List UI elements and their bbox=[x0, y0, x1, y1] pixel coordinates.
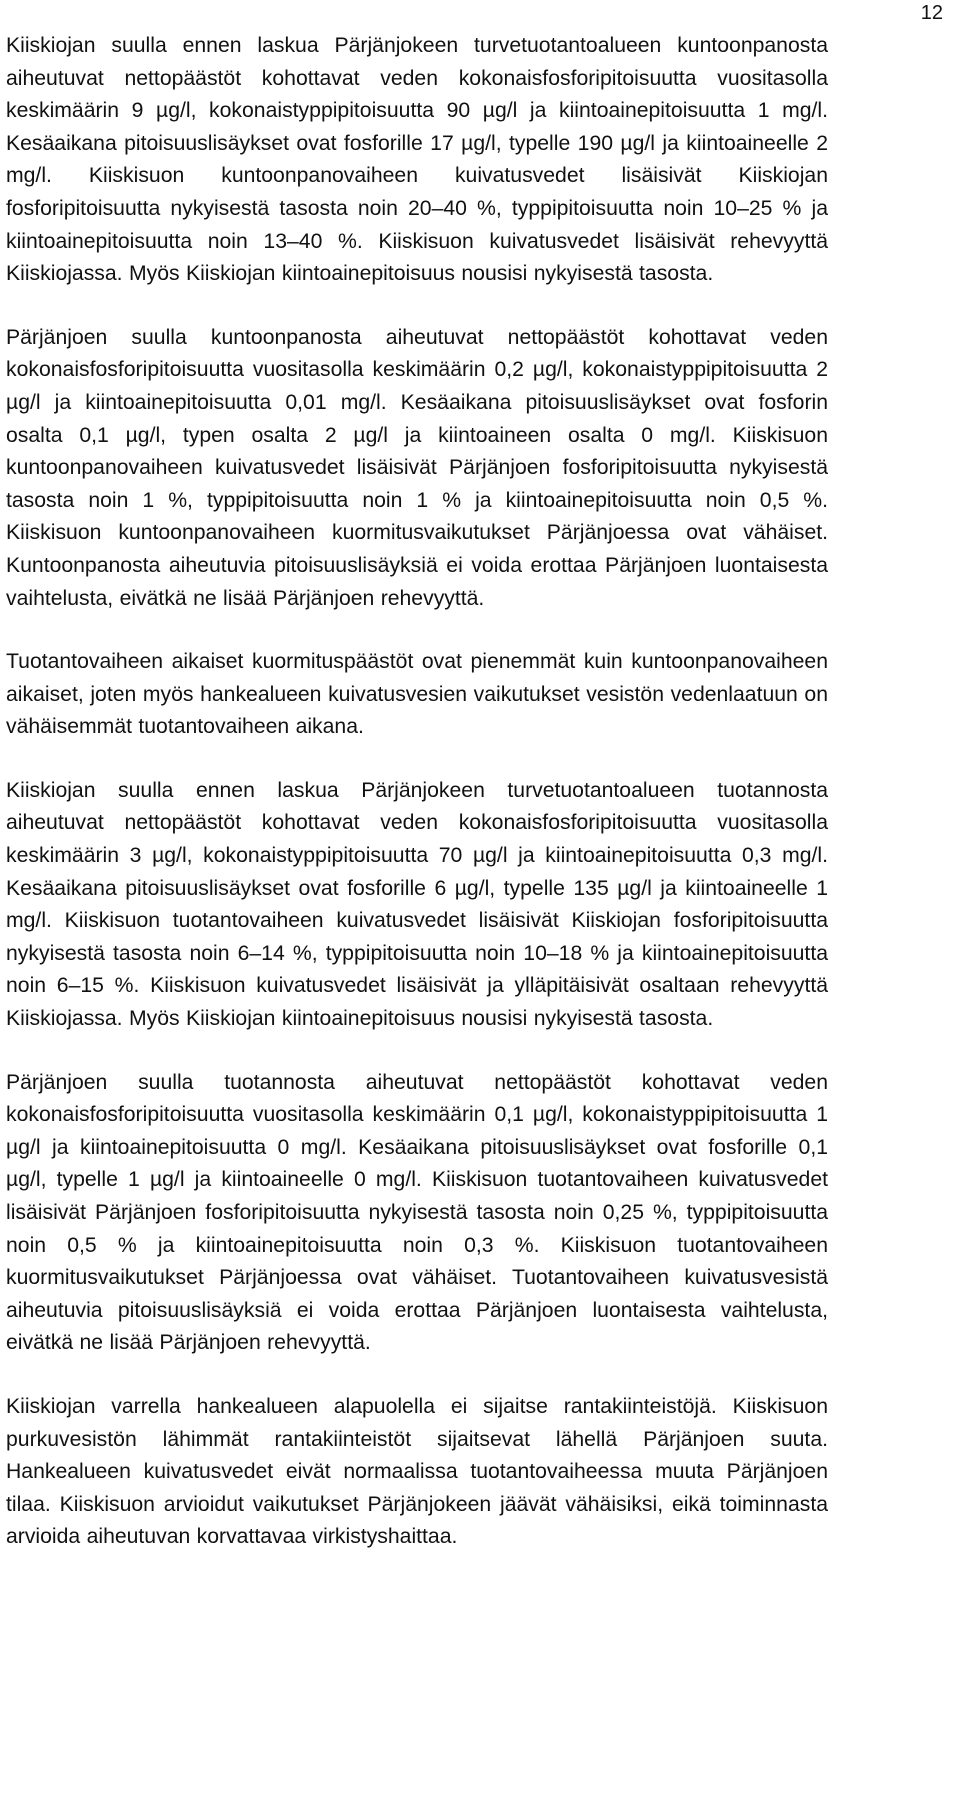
paragraph-kiiskioja-tuotanto: Kiiskiojan suulla ennen laskua Pärjänjokeen turvetuotantoalueen tuotannosta aiheutuvat nettopäästöt kohottavat veden kokonaisfosforipitoisuutta vuositasolla keskimäärin 3 µg/l, kokonaistyppipitoisuutta 70 µg/l ja kiintoainepitoisuutta 0,3 mg/l. Kesäaikana pitoisuuslisäykset ovat fosforille 6 µg/l, typelle 135 µg/l ja kiintoaineelle 1 mg/l. Kiiskisuon tuotantovaiheen kuivatusvedet lisäisivät Kiiskiojan fosforipitoisuutta nykyisestä tasosta noin 6‒14 %, typpipitoisuutta noin 10‒18 % ja kiintoainepitoisuutta noin 6‒15 %. Kiiskisuon kuivatusvedet lisäisivät ja ylläpitäisivät osaltaan rehevyyttä Kiiskiojassa. Myös Kiiskiojan kiintoainepitoisuus nousisi nykyisestä tasosta. bbox=[6, 778, 828, 1031]
paragraph-tuotantovaihe-yleinen: Tuotantovaiheen aikaiset kuormituspäästöt ovat pienemmät kuin kuntoonpanovaiheen aikaiset, joten myös hankealueen kuivatusvesien vaikutukset vesistön vedenlaatuun on vähäisemmät tuotantovaiheen aikana. bbox=[6, 650, 828, 739]
document-body bbox=[6, 30, 828, 1554]
paragraph-parjanjoki-tuotanto: Pärjänjoen suulla tuotannosta aiheutuvat nettopäästöt kohottavat veden kokonaisfosforipitoisuutta vuositasolla keskimäärin 0,1 µg/l, kokonaistyppipitoisuutta 1 µg/l ja kiintoainepitoisuutta 0 mg/l. Kesäaikana pitoisuuslisäykset ovat fosforille 0,1 µg/l, typelle 1 µg/l ja kiintoaineelle 0 mg/l. Kiiskisuon tuotantovaiheen kuivatusvedet lisäisivät Pärjänjoen fosforipitoisuutta nykyisestä tasosta noin 0,25 %, typpipitoisuutta noin 0,5 % ja kiintoainepitoisuutta noin 0,3 %. Kiiskisuon tuotantovaiheen kuormitusvaikutukset Pärjänjoessa ovat vähäiset. Tuotantovaiheen kuivatusvesistä aiheutuvia pitoisuuslisäyksiä ei voida erottaa Pärjänjoen luontaisesta vaihtelusta, eivätkä ne lisää Pärjänjoen rehevyyttä. bbox=[6, 1070, 828, 1355]
page-number: 12 bbox=[920, 2, 943, 24]
paragraph-rantakiinteistot: Kiiskiojan varrella hankealueen alapuolella ei sijaitse rantakiinteistöjä. Kiiskisuon purkuvesistön lähimmät rantakiinteistöt sijaitsevat lähellä Pärjänjoen suuta. Hankealueen kuivatusvedet eivät normaalissa tuotantovaiheessa muuta Pärjänjoen tilaa. Kiiskisuon arvioidut vaikutukset Pärjänjokeen jäävät vähäisiksi, eikä toiminnasta arvioida aiheutuvan korvattavaa virkistyshaittaa. bbox=[6, 1394, 828, 1549]
paragraph-parjanjoki-kuntoonpano: Pärjänjoen suulla kuntoonpanosta aiheutuvat nettopäästöt kohottavat veden kokonaisfosforipitoisuutta vuositasolla keskimäärin 0,2 µg/l, kokonaistyppipitoisuutta 2 µg/l ja kiintoainepitoisuutta 0,01 mg/l. Kesäaikana pitoisuuslisäykset ovat fosforin osalta 0,1 µg/l, typen osalta 2 µg/l ja kiintoaineen osalta 0 mg/l. Kiiskisuon kuntoonpanovaiheen kuivatusvedet lisäisivät Pärjänjoen fosforipitoisuutta nykyisestä tasosta noin 1 %, typpipitoisuutta noin 1 % ja kiintoainepitoisuutta noin 0,5 %. Kiiskisuon kuntoonpanovaiheen kuormitusvaikutukset Pärjänjoessa ovat vähäiset. Kuntoonpanosta aiheutuvia pitoisuuslisäyksiä ei voida erottaa Pärjänjoen luontaisesta vaihtelusta, eivätkä ne lisää Pärjänjoen rehevyyttä. bbox=[6, 325, 828, 610]
paragraph-kiiskioja-kuntoonpano: Kiiskiojan suulla ennen laskua Pärjänjokeen turvetuotantoalueen kuntoonpanosta aiheutuvat nettopäästöt kohottavat veden kokonaisfosforipitoisuutta vuositasolla keskimäärin 9 µg/l, kokonaistyppipitoisuutta 90 µg/l ja kiintoainepitoisuutta 1 mg/l. Kesäaikana pitoisuuslisäykset ovat fosforille 17 µg/l, typelle 190 µg/l ja kiintoaineelle 2 mg/l. Kiiskisuon kuntoonpanovaiheen kuivatusvedet lisäisivät Kiiskiojan fosforipitoisuutta nykyisestä tasosta noin 20‒40 %, typpipitoisuutta noin 10‒25 % ja kiintoainepitoisuutta noin 13‒40 %. Kiiskisuon kuivatusvedet lisäisivät rehevyyttä Kiiskiojassa. Myös Kiiskiojan kiintoainepitoisuus nousisi nykyisestä tasosta. bbox=[6, 34, 828, 286]
